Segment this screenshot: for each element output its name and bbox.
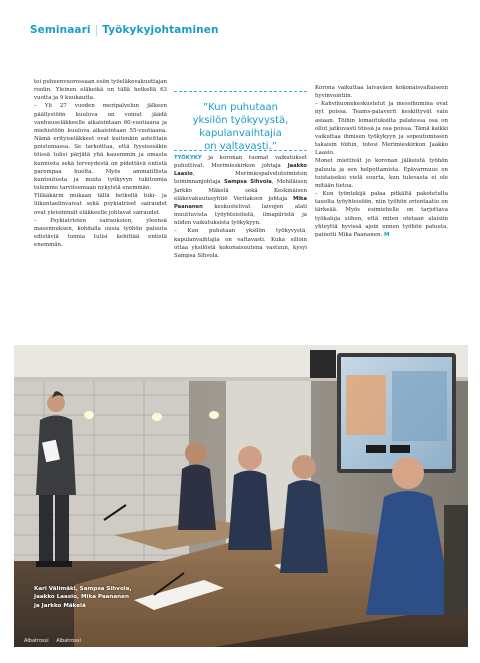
article-column-3 (315, 84, 448, 239)
paragraph: Monet miettivät jo koronan jälkeistä työhön paluuta ja sen helpottamista. Epävarmuus on toistaiseksi vielä suurta, kun tulevasta ei ole mitään tietoa. (315, 158, 448, 189)
paragraph: Korona vaikuttaa laivaväen kokonaisvaltaiseen hyvinvointiin. (315, 85, 448, 100)
paragraph: toi puheenvuorossaan esiin työeläkevakuuttajan roolin. Yleinen eläkeikä on tällä hetkellä 63 vuotta ja 9 kuukautta. (34, 79, 167, 102)
article-column-2 (174, 154, 307, 260)
pull-quote-line: yksilön työkyvystä, (192, 115, 289, 126)
text-run: keskustelivat laivojen alati muuttuvista työyhteisöistä, ilmapiiristä ja niiden vaikutuksista työkykyyn. (174, 203, 307, 227)
pull-quote-line: ”Kun puhutaan (203, 102, 278, 113)
paragraph: Ylilääkärin mukaan tällä hetkellä tuki- ja liikuntaelinvaivat sekä psykiatriset sairaudet ovat yleisimmät eläkkeelle johtavat sairaudet. (34, 193, 167, 216)
person-name: Sampsa Sihvola (223, 179, 272, 186)
topic-label: Työkykyjohtaminen (102, 24, 219, 36)
text-run: , Merimiespalvelutoimiston toiminnanjohtaja (174, 171, 307, 186)
page-footer (24, 638, 81, 644)
text-run: – Kun työntekijä palaa pitkältä pakotetulta tauolta työyhteisöön, niin työhön orientaatio on tärkeää. Myös esimiehelle on tarjottava työkaluja siihen, että miten otetaan alaisiin yhteyttä hyvissä ajoin ennen työhön paluuta, painotti Mika Paananen. (315, 191, 448, 238)
pull-quote-line: on valtavasti.” (204, 141, 277, 152)
photo-caption (34, 585, 174, 610)
paragraph: – Kun puhutaan yksilön työkyvystä, kapulanvaihtajia on valtavasti. Kuka silloin ottaa yksilöstä kokonaisuutena vastuun, kysyi Sampsa Sihvola. (174, 228, 307, 259)
text-run: , Mehiläisen Jarkko Mäkelä sekä Keskinäisen eläkevakuutusyhtiö Veritaksen johtaja (174, 179, 307, 202)
lead-word: TYÖKYKY (174, 155, 202, 161)
person-name: Mika Paananen (174, 195, 307, 210)
section-label: Seminaari (30, 24, 91, 36)
page-label: Albatrossi (56, 638, 81, 644)
end-mark: M (383, 231, 390, 238)
person-name: Jaakko Laasio (174, 163, 307, 178)
paragraph (174, 154, 307, 227)
header-separator: | (94, 24, 99, 36)
text-run: ja koronan tuomat vaikutukset puhuttivat. Merimieskirkon johtaja (174, 155, 307, 170)
pull-quote (174, 91, 307, 151)
paragraph: – Kahvihuonekeskustelut ja messihumina ovat nyt poissa. Teams-palaverit keskittyvät vain asiaan. Töihin lomautuksilta palatessa osa on ollut jatkuvasti töissä ja osa poissa. Tämä kaikki vaikuttaa ihmisen työkykyyn ja sopeutumiseen takaisin töihin, totesi Merimieskirkon Jaakko Laasio. (315, 101, 448, 157)
caption-line: Jaakko Laasio, Mika Paananen (34, 594, 129, 601)
paragraph: – Yli 27 vuoden meripalvelun jälkeen päällystöön kuuluva on voinut jäädä vanhuuseläkkeelle aikaisintaan 60-vuotiaana ja miehistöön kuuluva aikaisintaan 55-vuotiaana. Nämä erityiseläkkeet ovat kuitenkin asteittain poistumassa. Se tarkoittaa, että fyysisesäkin töissä tulisi pärjätä yhä kauemmin ja omasta kunnosta sekä terveydestä on pidettävä entistä parempaa huolta. Myös ammatillista kuntoutusta ja muita työkyvyn tukitoimia tulemme tarvitsemaan nykyistä enemmän. (34, 103, 167, 192)
paragraph (315, 190, 448, 239)
logo: Albatrossi (24, 638, 49, 644)
caption-line: ja Jarkko Mäkelä (34, 602, 86, 609)
section-header (30, 24, 219, 36)
article-column-1 (34, 78, 167, 249)
paragraph: – Psykiatristen sairauksien, yleensä masennuksen, kohdalla uusia työhön paluuta edistäviä toimia tulisi kehittää entistä enemmän. (34, 217, 167, 249)
pull-quote-line: kapulanvaihtajia (199, 128, 282, 139)
caption-line: Kari Välimäki, Sampsa Sihvola, (34, 586, 132, 592)
